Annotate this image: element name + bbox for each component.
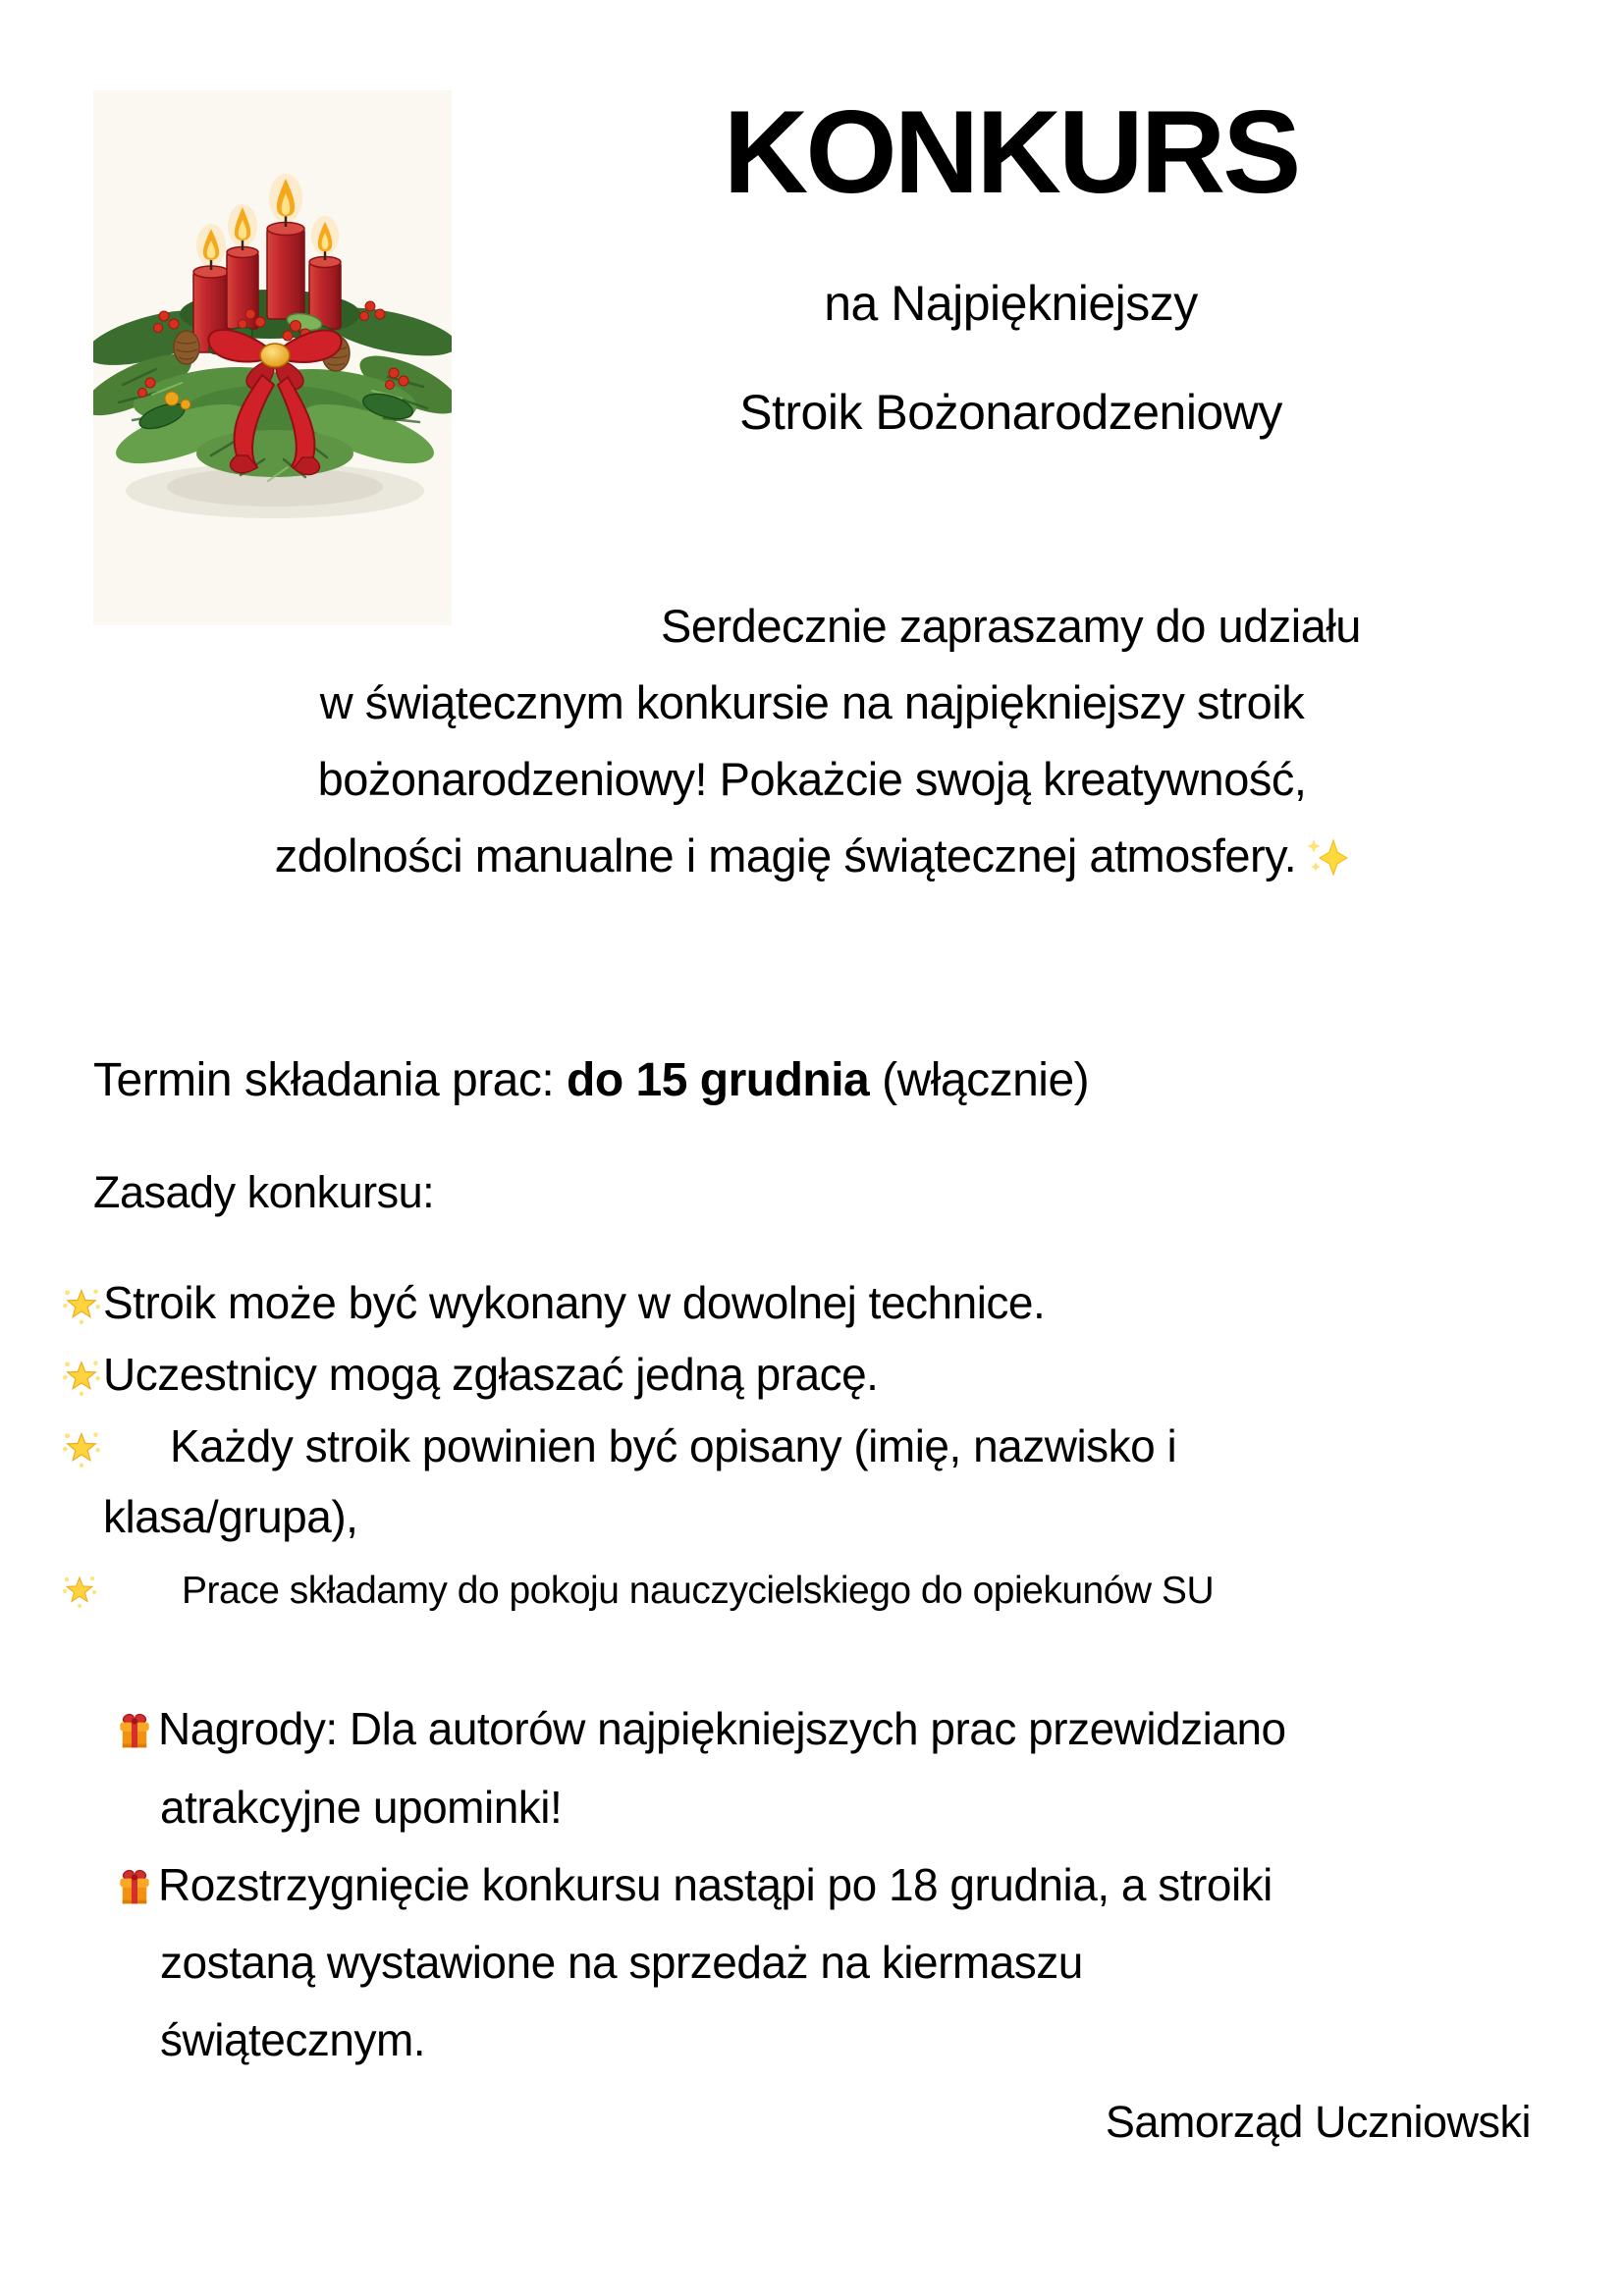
subtitle-line-2: Stroik Bożonarodzeniowy [739, 384, 1282, 440]
intro-line: bożonarodzeniowy! Pokażcie swoją kreatywność, [317, 752, 1307, 805]
rules-item [62, 1563, 1515, 1621]
intro-paragraph [93, 588, 1531, 894]
deadline-text [93, 1046, 1531, 1115]
prizes-item [113, 1846, 1488, 2079]
rules-list [62, 1267, 1515, 1620]
gift-icon [113, 1707, 156, 1752]
rules-item-text: Stroik może być wykonany w dowolnej technice. [103, 1277, 1046, 1329]
prizes-item-continuation: atrakcyjne upominki! [160, 1781, 563, 1833]
glowing-star-icon [62, 1428, 101, 1468]
rules-item-continuation: klasa/grupa), [103, 1491, 358, 1543]
intro-line: w świątecznym konkursie na najpiękniejszy stroik [319, 675, 1305, 728]
rules-item [62, 1411, 1515, 1553]
deadline-date-bold: do 15 grudnia [567, 1053, 870, 1106]
prizes-item-text: Nagrody: Dla autorów najpiękniejszych prac przewidziano [158, 1703, 1286, 1755]
intro-line: Serdecznie zapraszamy do udziału [661, 599, 1361, 652]
rules-item [62, 1267, 1515, 1339]
deadline-prefix: Termin składania prac: [93, 1053, 568, 1106]
rules-item-text: Prace składamy do pokoju nauczycielskiego do opiekunów SU [182, 1569, 1215, 1612]
rules-item-text: Uczestnicy mogą zgłaszać jedną pracę. [103, 1348, 879, 1400]
footer-signature: Samorząd Uczniowski [1105, 2096, 1531, 2147]
hero-image [93, 90, 452, 625]
deadline-suffix: (włącznie) [869, 1053, 1090, 1106]
intro-line [93, 818, 1531, 894]
gift-icon [113, 1863, 156, 1908]
prizes-item-continuation: świątecznym. [160, 2013, 426, 2065]
prizes-item-text: Rozstrzygnięcie konkursu nastąpi po 18 grudnia, a stroiki [158, 1858, 1272, 1910]
prizes-item [113, 1690, 1488, 1845]
subtitle-line-1: na Najpiękniejszy [824, 275, 1198, 331]
christmas-arrangement-illustration [93, 90, 452, 625]
glowing-star-icon [62, 1285, 101, 1324]
prizes-item-continuation: zostaną wystawione na sprzedaż na kiermaszu [160, 1936, 1083, 1988]
rules-heading: Zasady konkursu: [93, 1167, 435, 1218]
sparkles-icon [1304, 836, 1349, 876]
rules-item [62, 1339, 1515, 1411]
page-title: KONKURS [723, 86, 1299, 218]
rules-item-text: Każdy stroik powinien być opisany (imię, nazwisko i [170, 1419, 1177, 1471]
glowing-star-icon [62, 1357, 101, 1396]
intro-line-text: zdolności manualne i magię świątecznej atmosfery. [274, 828, 1297, 881]
glowing-star-icon [62, 1573, 97, 1608]
prizes-list [113, 1690, 1488, 2079]
